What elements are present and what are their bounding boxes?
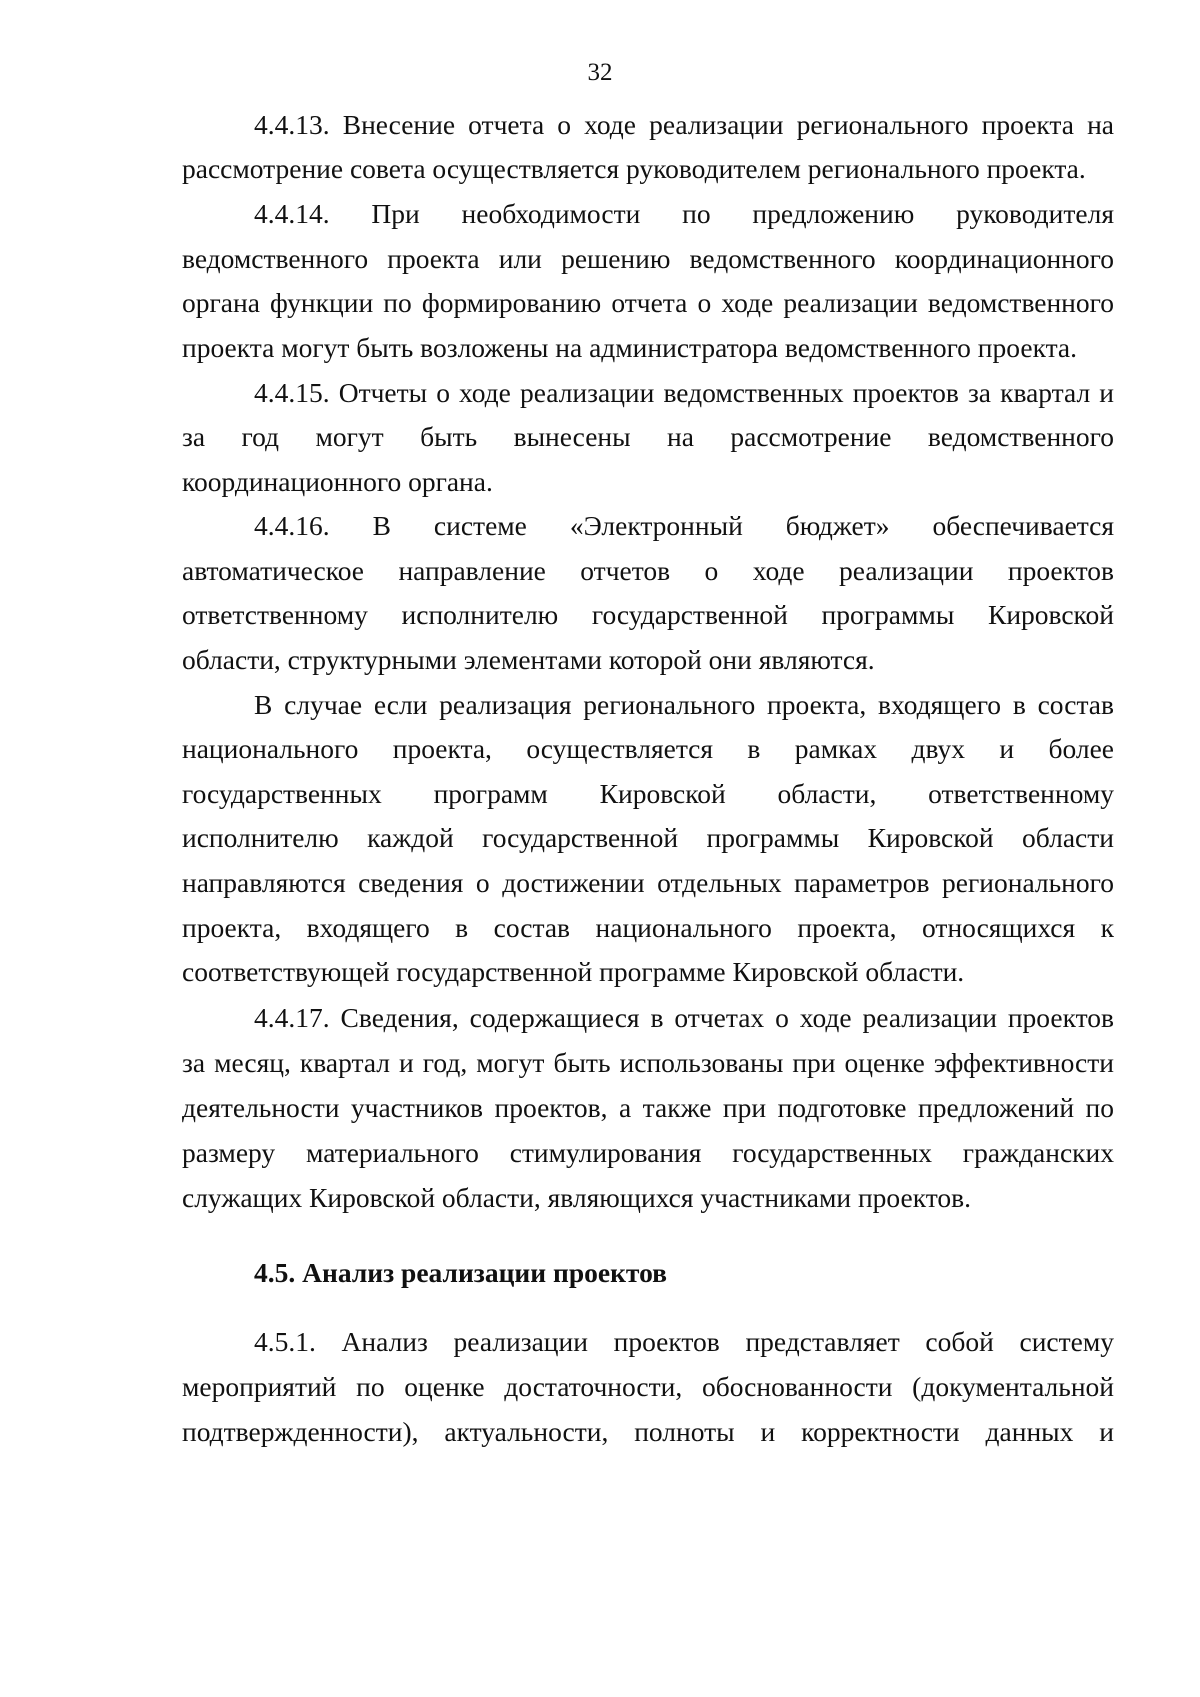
text-line: направляются сведения о достижении отдельных параметров регионального (182, 867, 1114, 898)
text-line: служащих Кировской области, являющихся участниками проектов. (182, 1182, 971, 1213)
section-heading: 4.5. Анализ реализации проектов (254, 1257, 667, 1288)
text-line: национального проекта, осуществляется в рамках двух и более (182, 733, 1114, 764)
text-line: области, структурными элементами которой они являются. (182, 644, 875, 675)
text-line: исполнителю каждой государственной программы Кировской области (182, 822, 1114, 853)
text-line: координационного органа. (182, 466, 493, 497)
text-line: за месяц, квартал и год, могут быть использованы при оценке эффективности (182, 1047, 1114, 1078)
text-line: ответственному исполнителю государственной программы Кировской (182, 599, 1114, 630)
text-line: 4.4.15. Отчеты о ходе реализации ведомственных проектов за квартал и (254, 377, 1114, 408)
text-line: 4.5.1. Анализ реализации проектов представляет собой систему (254, 1326, 1114, 1357)
text-line: деятельности участников проектов, а также при подготовке предложений по (182, 1092, 1114, 1123)
text-line: рассмотрение совета осуществляется руководителем регионального проекта. (182, 153, 1086, 184)
text-line: подтвержденности), актуальности, полноты и корректности данных и (182, 1416, 1114, 1447)
text-line: автоматическое направление отчетов о ходе реализации проектов (182, 555, 1114, 586)
page-number: 32 (587, 59, 613, 86)
text-line: 4.4.14. При необходимости по предложению руководителя (254, 198, 1114, 229)
text-line: соответствующей государственной программе Кировской области. (182, 956, 965, 987)
text-line: органа функции по формированию отчета о ходе реализации ведомственного (182, 287, 1114, 318)
text-line: мероприятий по оценке достаточности, обоснованности (документальной (182, 1371, 1114, 1402)
text-line: проекта, входящего в состав национального проекта, относящихся к (182, 912, 1114, 943)
text-line: размеру материального стимулирования государственных гражданских (182, 1137, 1114, 1168)
text-line: ведомственного проекта или решению ведомственного координационного (182, 243, 1114, 274)
text-line: 4.4.17. Сведения, содержащиеся в отчетах о ходе реализации проектов (254, 1002, 1114, 1033)
text-line: 4.4.16. В системе «Электронный бюджет» обеспечивается (254, 510, 1114, 541)
text-line: государственных программ Кировской области, ответственному (182, 778, 1114, 809)
text-line: проекта могут быть возложены на администратора ведомственного проекта. (182, 332, 1077, 363)
text-line: 4.4.13. Внесение отчета о ходе реализации регионального проекта на (254, 109, 1114, 140)
text-line: за год могут быть вынесены на рассмотрение ведомственного (182, 421, 1114, 452)
text-line: В случае если реализация регионального проекта, входящего в состав (254, 689, 1114, 720)
